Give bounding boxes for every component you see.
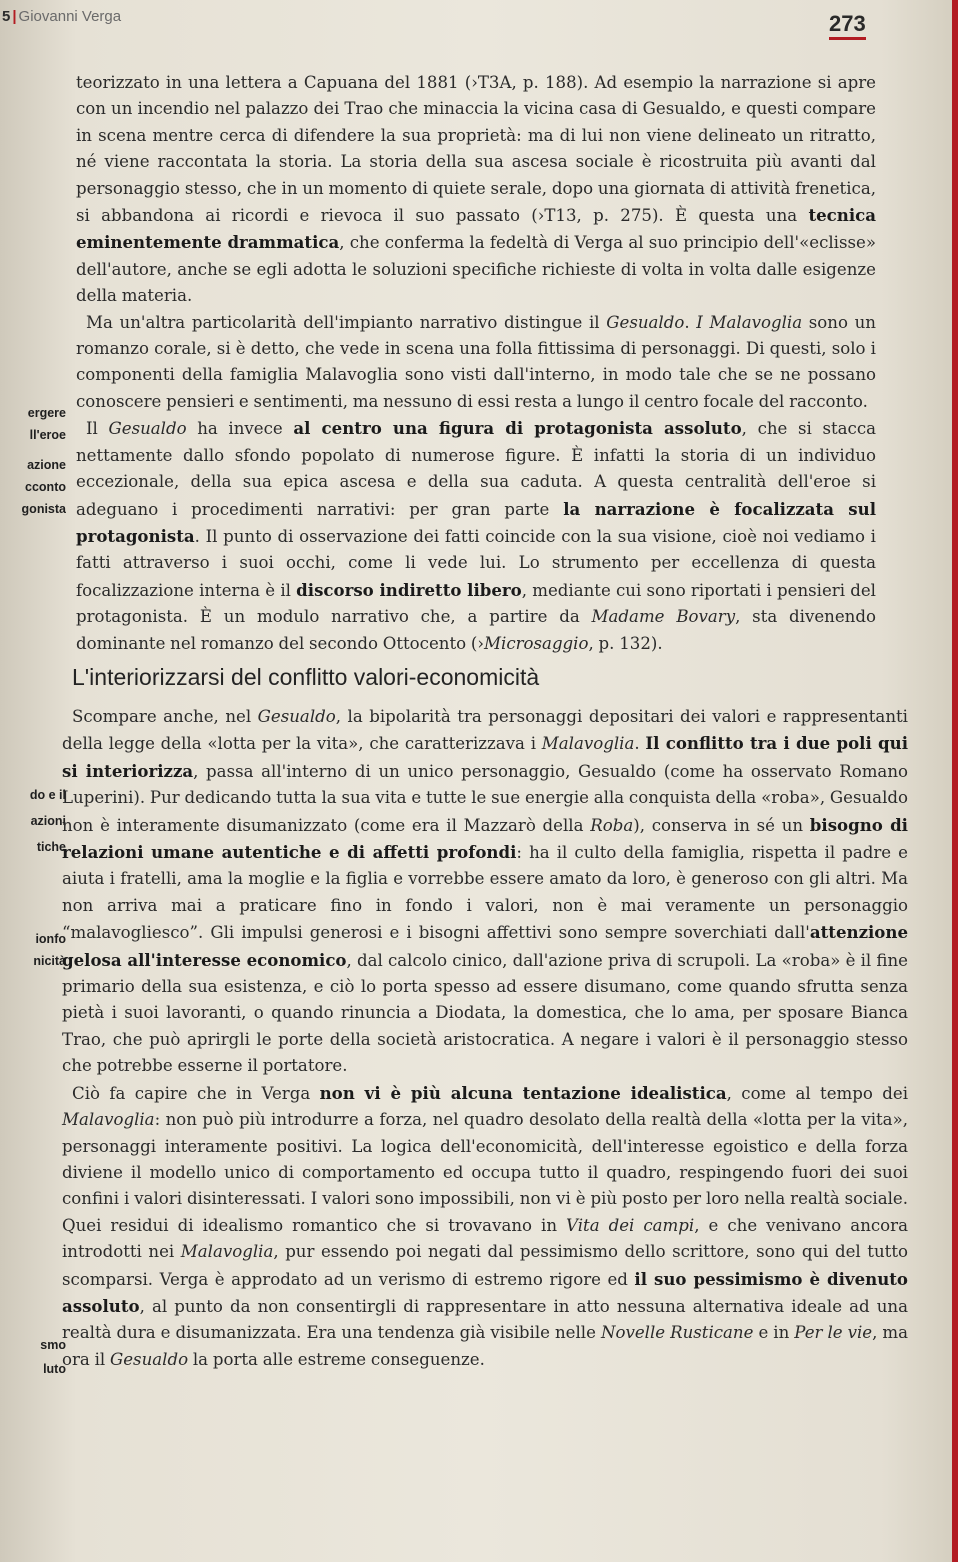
page-number: 273 — [829, 12, 866, 40]
margin-note: ergere — [27, 406, 66, 420]
paragraph: Ciò fa capire che in Verga non vi è più alcuna tentazione idealistica, come al tempo dei Malavoglia: non può più introdurre a forza, nel quadro desolato della realtà della «lotta per la vita», personaggi interamente positivi. La logica dell'economicità, dell'interesse egoistico e della forza diviene il modello unico di comportamento ed occupa tutto il quadro, respingendo fuori dei suoi confini i valori disinteressati. I valori sono impossibili, non vi è più posto per loro nella realtà sociale. Quei residui di idealismo romantico che si trovavano in Vita dei campi, e che venivano ancora introdotti nei Malavoglia, pur essendo poi negati dal pessimismo dello scrittore, sono qui del tutto scomparsi. Verga è approdato ad un verismo di estremo rigore ed il suo pessimismo è divenuto assoluto, al punto da non consentirgli di rappresentare in atto nessuna alternativa ideale ad una realtà dura e disumanizzata. Era una tendenza già visibile nelle Novelle Rusticane e in Per le vie, ma ora il Gesualdo la porta alle estreme conseguenze. — [62, 1082, 908, 1369]
margin-note: azione — [27, 458, 66, 472]
section-heading: L'interiorizzarsi del conflitto valori-economicità — [72, 664, 540, 690]
margin-note: gonista — [21, 502, 66, 516]
paragraph: teorizzato in una lettera a Capuana del 1881 (›T3A, p. 188). Ad esempio la narrazione si apre con un incendio nel palazzo dei Trao che minaccia la vicina casa di Gesualdo, e questi compare in scena mentre cerca di difendere la sua proprietà: ma di lui non viene delineato un ritratto, né viene raccontata la storia. La storia della sua ascesa sociale è ricostruita più avanti dal personaggio stesso, che in un momento di quiete serale, dopo una giornata di attività frenetica, si abbandona ai ricordi e rievoca il suo passato (›T13, p. 275). È questa una tecnica eminentemente drammatica, che conferma la fedeltà di Verga al suo principio dell'«eclisse» dell'autore, anche se egli adotta le soluzioni specifiche richieste di volta in volta dalle esigenze della materia. — [76, 73, 876, 306]
header-author: Giovanni Verga — [18, 8, 122, 25]
margin-note: do e il — [29, 788, 66, 802]
text-block-upper — [76, 70, 876, 657]
margin-note: cconto — [25, 480, 66, 494]
margin-note: ionfo — [35, 932, 66, 946]
margin-note: azioni — [30, 814, 66, 828]
header-divider: | — [12, 8, 17, 25]
margin-note: nicità — [33, 954, 66, 968]
paragraph: Scompare anche, nel Gesualdo, la bipolarità tra personaggi depositari dei valori e rappresentanti della legge della «lotta per la vita», che caratterizzava i Malavoglia. Il conflitto tra i due poli qui si interiorizza, passa all'interno di un unico personaggio, Gesualdo (come ha osservato Romano Luperini). Pur dedicando tutta la sua vita e tutte le sue energie alla conquista della «roba», Gesualdo non è interamente disumanizzato (come era il Mazzarò della Roba), conserva in sé un bisogno di relazioni umane autentiche e di affetti profondi: ha il culto della famiglia, rispetta il padre e aiuta i fratelli, ama la moglie e la figlia e vorrebbe essere amato da loro, è generoso con gli altri. Ma non arriva mai a praticare fino in fondo i valori, non è mai veramente un personaggio “malavogliesco”. Gli impulsi generosi e i bisogni affettivi sono sempre soverchiati dall'attenzione gelosa all'interesse economico, dal calcolo cinico, dall'azione priva di scrupoli. La «roba» è il fine primario della sua esistenza, e ciò lo porta spesso ad essere disumano, come quando sfrutta senza pietà i suoi lavoranti, o quando rinuncia a Diodata, la domestica, che lo ama, per sposare Bianca Trao, che può aprirgli le porte della società aristocratica. A negare i valori è il personaggio stesso che potrebbe esserne il portatore. — [62, 707, 909, 1076]
paragraph: Ma un'altra particolarità dell'impianto narrativo distingue il Gesualdo. I Malavoglia sono un romanzo corale, si è detto, che vede in scena una folla fittissima di personaggi. Di questi, solo i componenti della famiglia Malavoglia sono visti dall'interno, in modo tale che se ne possano conoscere pensieri e sentimenti, ma nessuno di essi resta a lungo il centro focale del racconto. — [76, 312, 876, 411]
margin-note: tiche — [36, 840, 66, 854]
paragraph: Il Gesualdo ha invece al centro una figura di protagonista assoluto, che si stacca nettamente dallo sfondo popolato di numerose figure. È infatti la storia di un individuo eccezionale, della sua epica ascesa e della sua caduta. A questa centralità dell'eroe si adeguano i procedimenti narrativi: per gran parte la narrazione è focalizzata sul protagonista. Il punto di osservazione dei fatti coincide con la sua visione, cioè noi vediamo i fatti attraverso i suoi occhi, come li vede lui. Lo strumento per eccellenza di questa focalizzazione interna è il discorso indiretto libero, mediante cui sono riportati i pensieri del protagonista. È un modulo narrativo che, a partire da Madame Bovary, sta divenendo dominante nel romanzo del secondo Ottocento (›Microsaggio, p. 132). — [76, 418, 877, 653]
text-block-lower — [62, 704, 908, 1373]
running-header — [2, 8, 121, 25]
section-number: 5 — [2, 8, 11, 25]
margin-note: ll'eroe — [29, 428, 66, 442]
margin-note: smo — [40, 1338, 66, 1352]
page-edge-stripe — [952, 0, 958, 1562]
margin-note: luto — [43, 1362, 66, 1376]
